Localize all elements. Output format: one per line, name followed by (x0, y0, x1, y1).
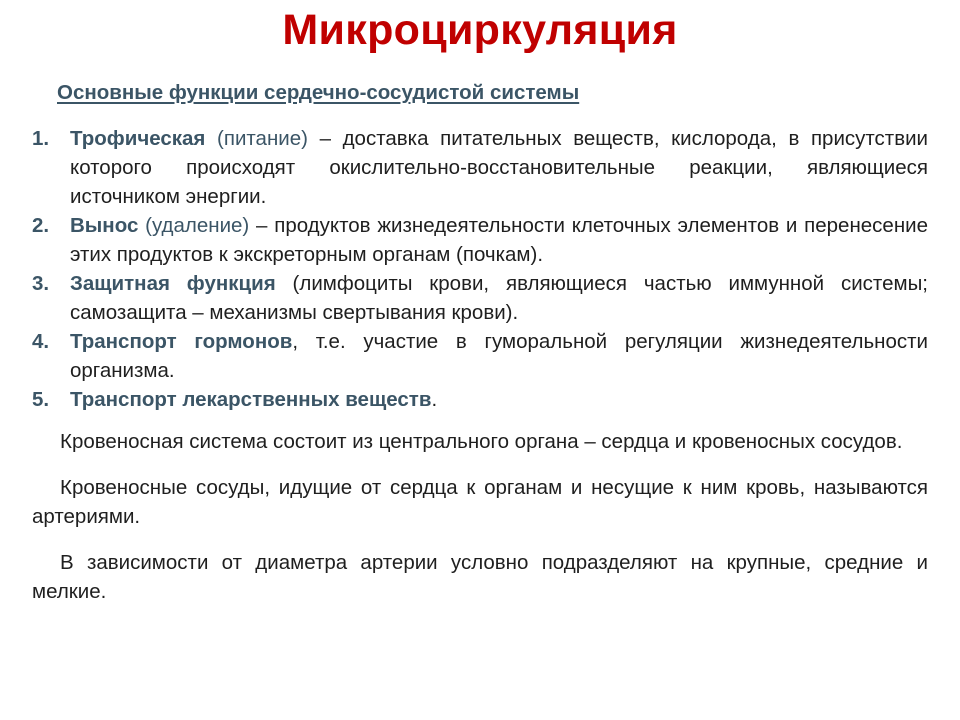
paragraph-arteries: Кровеносные сосуды, идущие от сердца к органам и несущие к ним кровь, называются артериями. (32, 476, 928, 528)
function-item-1 (32, 124, 928, 211)
function-description: . (431, 388, 438, 411)
function-term: Вынос (70, 214, 139, 237)
function-description: , т.е. участие в гуморальной регуляции жизнедеятельности организма. (70, 330, 928, 382)
function-term: Транспорт гормонов (70, 330, 293, 353)
function-description: – продуктов жизнедеятельности клеточных элементов и перенесение этих продуктов к экскреторным органам (почкам). (70, 214, 928, 266)
function-paren: (удаление) (138, 214, 250, 237)
paragraph-artery-diameter: В зависимости от диаметра артерии условно подразделяют на крупные, средние и мелкие. (32, 551, 928, 603)
function-description: – доставка питательных веществ, кислорода, в присутствии которого происходят окислительно-восстановительные реакции, являющиеся источником энергии. (70, 127, 928, 208)
function-number: 4. (32, 330, 50, 353)
function-number: 3. (32, 272, 50, 295)
paragraph-circulatory-system: Кровеносная система состоит из центрального органа – сердца и кровеносных сосудов. (60, 430, 903, 453)
function-paren: (питание) (205, 127, 308, 150)
function-item-3 (32, 269, 928, 327)
function-text (70, 385, 928, 414)
function-number: 5. (32, 388, 50, 411)
function-number: 2. (32, 214, 50, 237)
function-text (70, 327, 928, 385)
function-number: 1. (32, 127, 50, 150)
function-term: Трофическая (70, 127, 206, 150)
slide-subtitle: Основные функции сердечно-сосудистой системы (57, 81, 580, 104)
function-term: Защитная функция (70, 272, 276, 295)
function-item-5 (32, 385, 928, 414)
function-description: (лимфоциты крови, являющиеся частью иммунной системы; самозащита – механизмы свертывания крови). (70, 272, 929, 324)
slide-title: Микроциркуляция (282, 6, 678, 54)
function-term: Транспорт лекарственных веществ (70, 388, 432, 411)
body-paragraphs (32, 427, 928, 623)
function-text (70, 211, 928, 269)
function-text (70, 124, 928, 211)
function-item-4 (32, 327, 928, 385)
function-text (70, 269, 928, 327)
functions-list (32, 124, 928, 414)
function-item-2 (32, 211, 928, 269)
